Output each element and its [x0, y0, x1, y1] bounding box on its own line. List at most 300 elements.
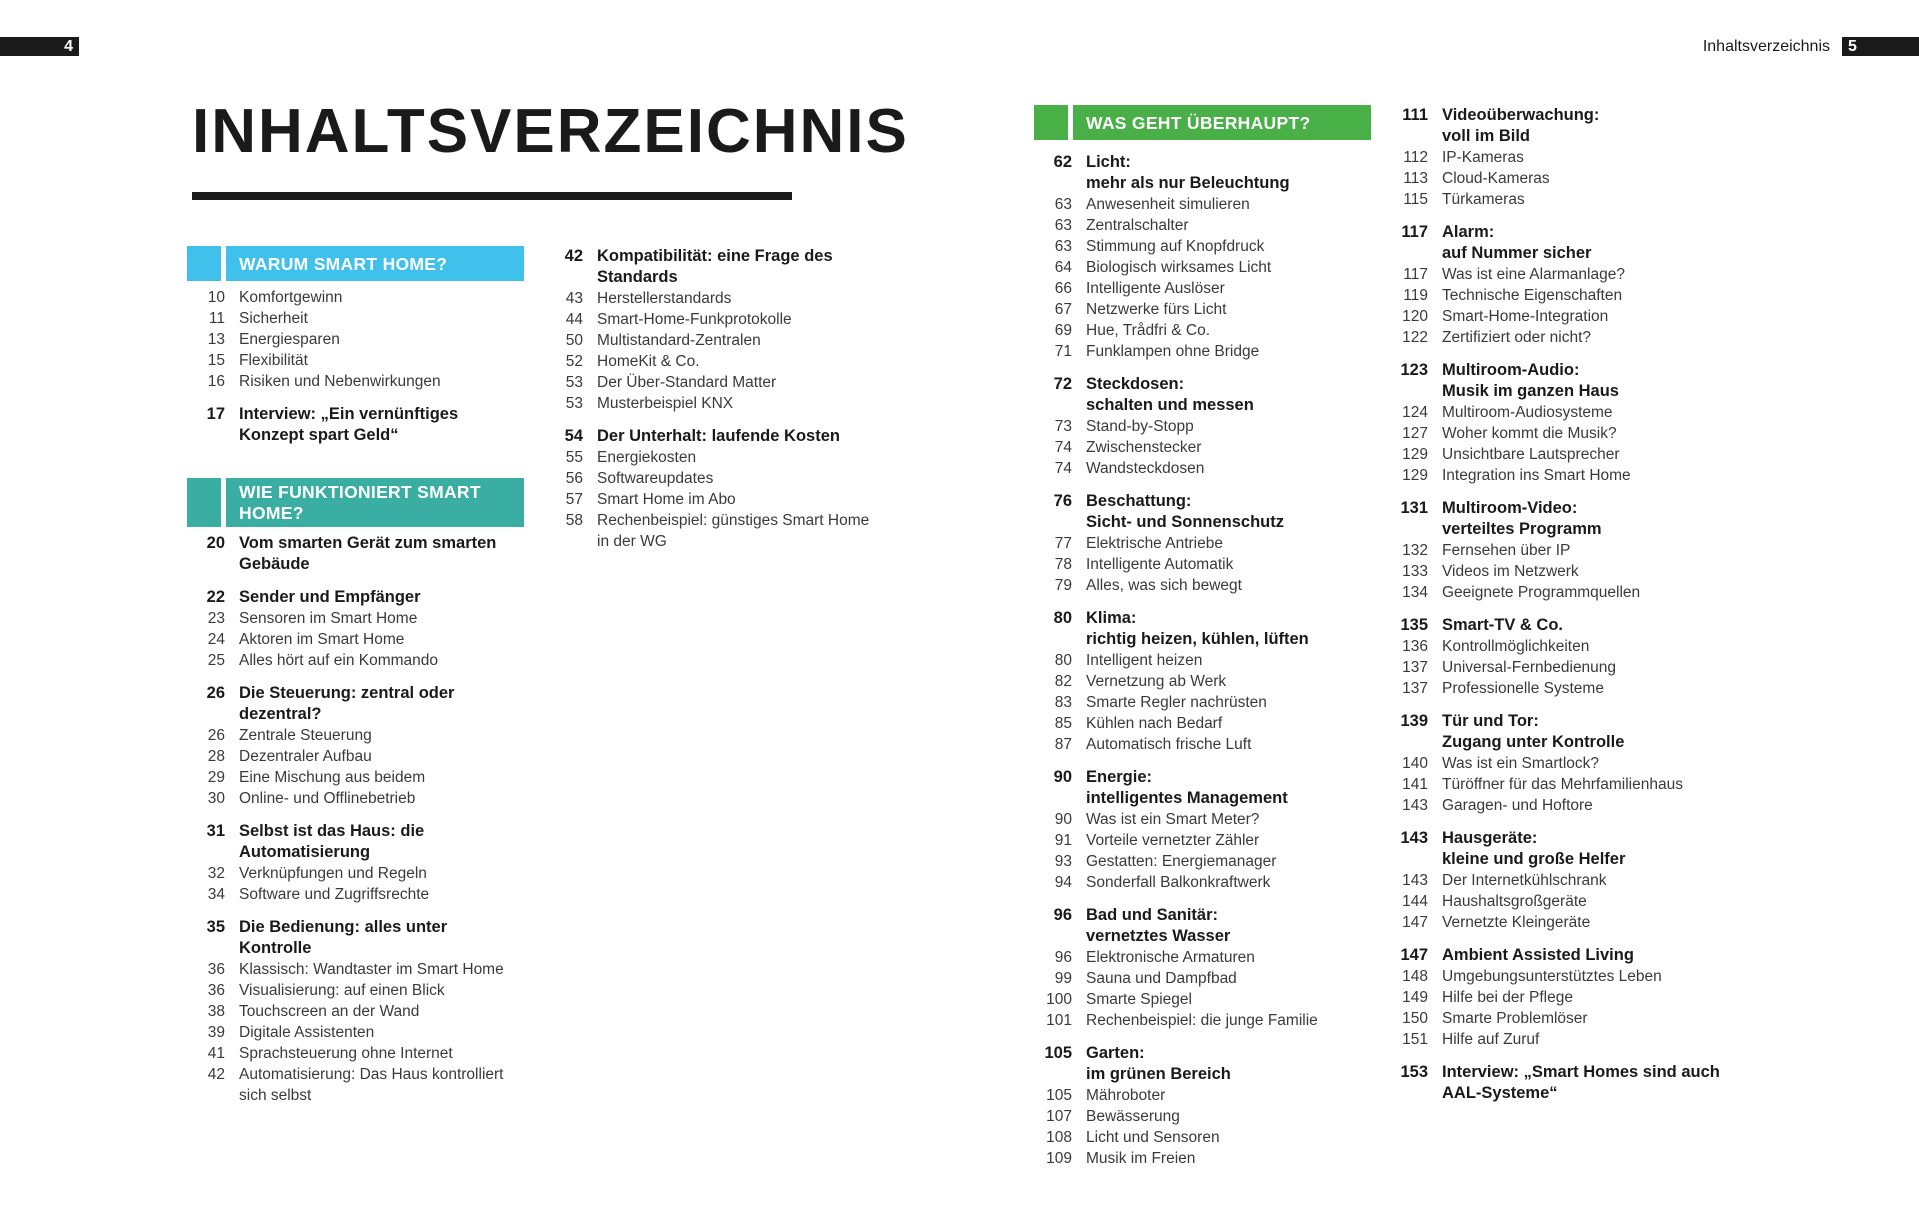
entry-page-number: 64 [1054, 259, 1072, 276]
entry-title: HomeKit & Co. [597, 353, 700, 370]
toc-entry [1390, 891, 1735, 912]
toc-entry [545, 489, 885, 510]
entry-title: Sonderfall Balkonkraftwerk [1086, 874, 1271, 891]
entry-page-number: 101 [1046, 1012, 1072, 1029]
entry-page-number: 36 [207, 982, 225, 999]
entry-title: Türkameras [1442, 191, 1525, 208]
entry-page-number: 79 [1054, 577, 1072, 594]
chapter-page-number: 31 [206, 822, 225, 840]
chapter-heading [187, 587, 524, 608]
entry-page-number: 93 [1054, 853, 1072, 870]
entry-page-number: 66 [1054, 280, 1072, 297]
entry-page-number: 137 [1402, 659, 1428, 676]
entry-page-number: 44 [565, 311, 583, 328]
chapter-title: Smart-TV & Co. [1442, 616, 1564, 634]
toc-section [187, 917, 524, 1106]
chapter-page-number: 90 [1053, 768, 1072, 786]
chapter-page-number: 117 [1401, 223, 1428, 241]
page-number-left-text: 4 [64, 38, 73, 55]
chapter-heading [1390, 498, 1735, 540]
toc-entry [187, 650, 524, 671]
toc-entry [187, 287, 524, 308]
toc-entry [545, 393, 885, 414]
entry-title: Intelligente Automatik [1086, 556, 1234, 573]
entry-title: Videos im Netzwerk [1442, 563, 1579, 580]
chapter-heading [187, 683, 524, 725]
entry-page-number: 52 [565, 353, 583, 370]
entry-page-number: 53 [565, 374, 583, 391]
chapter-page-number: 143 [1400, 829, 1428, 847]
entry-page-number: 73 [1054, 418, 1072, 435]
entry-page-number: 108 [1046, 1129, 1072, 1146]
entry-page-number: 151 [1402, 1031, 1428, 1048]
chapter-page-number: 80 [1053, 609, 1072, 627]
entry-title: Sicherheit [239, 310, 308, 327]
entry-page-number: 55 [565, 449, 583, 466]
entry-title: Smarte Regler nachrüsten [1086, 694, 1267, 711]
toc-entry [1390, 423, 1735, 444]
toc-entry [1390, 870, 1735, 891]
entry-title: Touchscreen an der Wand [239, 1003, 420, 1020]
chapter-heading [1034, 1043, 1371, 1085]
chapter-heading [1034, 905, 1371, 947]
toc-entry [1034, 989, 1371, 1010]
toc-section [1034, 905, 1371, 1031]
toc-entry [187, 884, 524, 905]
toc-entry [1034, 809, 1371, 830]
toc-entry [1390, 168, 1735, 189]
entry-title: IP-Kameras [1442, 149, 1524, 166]
entry-page-number: 41 [207, 1045, 225, 1062]
toc-entry [187, 725, 524, 746]
chapter-heading [1390, 360, 1735, 402]
chapter-heading [545, 246, 885, 288]
chapter-title: Multiroom-Audio: Musik im ganzen Haus [1442, 361, 1619, 400]
toc-entry [187, 1022, 524, 1043]
entry-title: Musterbeispiel KNX [597, 395, 734, 412]
section-banner-was [1034, 105, 1371, 140]
banner-tab [1034, 105, 1068, 140]
entry-title: Woher kommt die Musik? [1442, 425, 1617, 442]
toc-entry [1390, 540, 1735, 561]
toc-entry [1390, 582, 1735, 603]
toc-entry [187, 863, 524, 884]
chapter-heading [1034, 608, 1371, 650]
entry-title: Sensoren im Smart Home [239, 610, 418, 627]
entry-title: Funklampen ohne Bridge [1086, 343, 1260, 360]
entry-title: Online- und Offlinebetrieb [239, 790, 416, 807]
entry-title: Wandsteckdosen [1086, 460, 1205, 477]
entry-page-number: 122 [1402, 329, 1428, 346]
toc-section [545, 426, 885, 552]
entry-page-number: 58 [565, 512, 583, 529]
entry-title: Risiken und Nebenwirkungen [239, 373, 441, 390]
entry-title: Der Internetkühlschrank [1442, 872, 1607, 889]
chapter-page-number: 22 [206, 588, 225, 606]
toc-entry [187, 308, 524, 329]
entry-page-number: 129 [1402, 446, 1428, 463]
section-banner-wie [187, 478, 524, 527]
toc-entry [1390, 678, 1735, 699]
entry-page-number: 74 [1054, 460, 1072, 477]
chapter-title: Videoüberwachung: voll im Bild [1442, 106, 1600, 145]
entry-title: Bewässerung [1086, 1108, 1180, 1125]
entry-title: Smarte Problemlöser [1442, 1010, 1588, 1027]
chapter-page-number: 131 [1400, 499, 1428, 517]
chapter-page-number: 26 [206, 684, 225, 702]
toc-entry [1034, 713, 1371, 734]
toc-entry [1390, 147, 1735, 168]
chapter-title: Multiroom-Video: verteiltes Programm [1442, 499, 1602, 538]
toc-entry [187, 1001, 524, 1022]
chapter-page-number: 105 [1044, 1044, 1072, 1062]
toc-entry [1034, 650, 1371, 671]
toc-entry [187, 1064, 524, 1106]
entry-page-number: 132 [1402, 542, 1428, 559]
toc-section [1034, 152, 1371, 362]
page-number-right [1842, 37, 1919, 56]
entry-title: Kühlen nach Bedarf [1086, 715, 1223, 732]
toc-entry [1390, 189, 1735, 210]
chapter-page-number: 96 [1053, 906, 1072, 924]
chapter-heading [1034, 152, 1371, 194]
entry-title: Unsichtbare Lautsprecher [1442, 446, 1620, 463]
toc-entry [1034, 458, 1371, 479]
entry-title: Rechenbeispiel: günstiges Smart Home in der WG [597, 512, 870, 550]
chapter-title: Die Steuerung: zentral oder dezentral? [239, 684, 455, 723]
chapter-heading [187, 917, 524, 959]
entry-title: Was ist ein Smartlock? [1442, 755, 1600, 772]
chapter-title: Die Bedienung: alles unter Kontrolle [239, 918, 448, 957]
chapter-title: Tür und Tor: Zugang unter Kontrolle [1442, 712, 1625, 751]
toc-list [545, 246, 885, 552]
entry-page-number: 63 [1054, 217, 1072, 234]
chapter-page-number: 153 [1400, 1063, 1428, 1081]
entry-page-number: 94 [1054, 874, 1072, 891]
entry-title: Komfortgewinn [239, 289, 343, 306]
chapter-title: Licht: mehr als nur Beleuchtung [1086, 153, 1290, 192]
entry-page-number: 140 [1402, 755, 1428, 772]
entry-page-number: 120 [1402, 308, 1428, 325]
chapter-title: Alarm: auf Nummer sicher [1442, 223, 1592, 262]
entry-title: Automatisch frische Luft [1086, 736, 1252, 753]
banner-label: WARUM SMART HOME? [226, 246, 524, 281]
entry-title: Flexibilität [239, 352, 308, 369]
toc-entry [1034, 320, 1371, 341]
entry-title: Digitale Assistenten [239, 1024, 375, 1041]
toc-entry [1390, 1029, 1735, 1050]
entry-title: Dezentraler Aufbau [239, 748, 372, 765]
toc-entry [1034, 1127, 1371, 1148]
toc-entry [545, 447, 885, 468]
toc-entry [1034, 575, 1371, 596]
entry-page-number: 25 [207, 652, 225, 669]
entry-page-number: 26 [207, 727, 225, 744]
entry-title: Was ist ein Smart Meter? [1086, 811, 1260, 828]
toc-section [1390, 711, 1735, 816]
chapter-title: Garten: im grünen Bereich [1086, 1044, 1231, 1083]
chapter-page-number: 54 [564, 427, 583, 445]
chapter-page-number: 135 [1400, 616, 1428, 634]
chapter-heading [1034, 767, 1371, 809]
entry-title: Professionelle Systeme [1442, 680, 1604, 697]
toc-section [187, 683, 524, 809]
toc-entry [187, 1043, 524, 1064]
entry-page-number: 56 [565, 470, 583, 487]
entry-title: Technische Eigenschaften [1442, 287, 1623, 304]
entry-title: Smart-Home-Integration [1442, 308, 1609, 325]
entry-title: Zentrale Steuerung [239, 727, 372, 744]
toc-entry [545, 288, 885, 309]
toc-section [1034, 767, 1371, 893]
chapter-heading [187, 404, 524, 446]
entry-title: Hilfe bei der Pflege [1442, 989, 1573, 1006]
entry-title: Smarte Spiegel [1086, 991, 1192, 1008]
toc-section [187, 287, 524, 392]
entry-title: Umgebungsunterstütztes Leben [1442, 968, 1662, 985]
chapter-page-number: 35 [206, 918, 225, 936]
entry-page-number: 69 [1054, 322, 1072, 339]
chapter-page-number: 123 [1400, 361, 1428, 379]
toc-section [1390, 828, 1735, 933]
toc-entry [1034, 341, 1371, 362]
chapter-title: Energie: intelligentes Management [1086, 768, 1288, 807]
toc-entry [1034, 437, 1371, 458]
entry-title: Fernsehen über IP [1442, 542, 1571, 559]
toc-entry [1390, 444, 1735, 465]
entry-page-number: 115 [1403, 191, 1428, 208]
toc-entry [545, 309, 885, 330]
entry-page-number: 113 [1403, 170, 1428, 187]
entry-title: Smart-Home-Funkprotokolle [597, 311, 792, 328]
toc-entry [1390, 912, 1735, 933]
toc-entry [187, 767, 524, 788]
toc-entry [1034, 947, 1371, 968]
entry-title: Biologisch wirksames Licht [1086, 259, 1272, 276]
entry-page-number: 147 [1402, 914, 1428, 931]
toc-section [1034, 374, 1371, 479]
entry-title: Zwischenstecker [1086, 439, 1202, 456]
entry-title: Multistandard-Zentralen [597, 332, 761, 349]
chapter-heading [545, 426, 885, 447]
chapter-heading [1390, 222, 1735, 264]
chapter-heading [1034, 491, 1371, 533]
toc-entry [1390, 636, 1735, 657]
banner-tab [187, 246, 221, 281]
entry-page-number: 83 [1054, 694, 1072, 711]
toc-entry [1390, 966, 1735, 987]
entry-page-number: 74 [1054, 439, 1072, 456]
entry-page-number: 141 [1402, 776, 1428, 793]
section-banner-warum [187, 246, 524, 281]
entry-title: Netzwerke fürs Licht [1086, 301, 1227, 318]
title-rule [192, 192, 792, 200]
toc-entry [1034, 533, 1371, 554]
chapter-heading [1390, 615, 1735, 636]
chapter-title: Klima: richtig heizen, kühlen, lüften [1086, 609, 1309, 648]
toc-section [1034, 1043, 1371, 1169]
entry-page-number: 24 [207, 631, 225, 648]
entry-page-number: 23 [207, 610, 225, 627]
toc-entry [187, 329, 524, 350]
entry-title: Vernetzung ab Werk [1086, 673, 1227, 690]
entry-title: Klassisch: Wandtaster im Smart Home [239, 961, 504, 978]
chapter-page-number: 76 [1053, 492, 1072, 510]
entry-page-number: 13 [207, 331, 225, 348]
toc-entry [1034, 194, 1371, 215]
toc-entry [1390, 987, 1735, 1008]
entry-page-number: 36 [207, 961, 225, 978]
entry-title: Smart Home im Abo [597, 491, 736, 508]
entry-page-number: 134 [1402, 584, 1428, 601]
chapter-title: Der Unterhalt: laufende Kosten [597, 427, 840, 445]
entry-title: Stand-by-Stopp [1086, 418, 1194, 435]
entry-page-number: 133 [1402, 563, 1428, 580]
entry-page-number: 143 [1402, 872, 1428, 889]
entry-page-number: 11 [208, 310, 225, 327]
toc-entry [187, 959, 524, 980]
entry-page-number: 96 [1054, 949, 1072, 966]
entry-title: Aktoren im Smart Home [239, 631, 405, 648]
chapter-title: Beschattung: Sicht- und Sonnenschutz [1086, 492, 1284, 531]
chapter-title: Sender und Empfänger [239, 588, 421, 606]
entry-title: Garagen- und Hoftore [1442, 797, 1593, 814]
entry-page-number: 148 [1402, 968, 1428, 985]
toc-entry [545, 330, 885, 351]
toc-section [1390, 498, 1735, 603]
toc-section [1390, 222, 1735, 348]
toc-section [545, 246, 885, 414]
toc-list [1390, 105, 1735, 1104]
entry-title: Rechenbeispiel: die junge Familie [1086, 1012, 1318, 1029]
entry-title: Der Über-Standard Matter [597, 374, 777, 391]
toc-section [187, 821, 524, 905]
entry-title: Visualisierung: auf einen Blick [239, 982, 445, 999]
toc-entry [1034, 1010, 1371, 1031]
entry-page-number: 91 [1054, 832, 1072, 849]
entry-title: Eine Mischung aus beidem [239, 769, 426, 786]
toc-entry [1390, 402, 1735, 423]
toc-entry [187, 788, 524, 809]
chapter-title: Interview: „Smart Homes sind auch AAL-Systeme“ [1442, 1063, 1720, 1102]
entry-title: Sauna und Dampfbad [1086, 970, 1237, 987]
toc-column-2 [545, 246, 885, 552]
toc-column-4 [1390, 105, 1735, 1104]
toc-entry [1034, 692, 1371, 713]
toc-entry [545, 351, 885, 372]
chapter-page-number: 20 [206, 534, 225, 552]
toc-section [187, 404, 524, 446]
entry-page-number: 57 [565, 491, 583, 508]
entry-title: Kontrollmöglichkeiten [1442, 638, 1590, 655]
entry-title: Energiekosten [597, 449, 697, 466]
toc-entry [187, 608, 524, 629]
chapter-heading [187, 533, 524, 575]
entry-page-number: 117 [1403, 266, 1428, 283]
entry-title: Alles hört auf ein Kommando [239, 652, 439, 669]
entry-title: Intelligente Auslöser [1086, 280, 1225, 297]
toc-section [1034, 608, 1371, 755]
toc-column-1-upper [187, 246, 524, 446]
entry-page-number: 149 [1402, 989, 1428, 1006]
toc-list [187, 533, 524, 1106]
entry-page-number: 124 [1402, 404, 1428, 421]
banner-label: WIE FUNKTIONIERT SMART HOME? [226, 478, 524, 527]
page-title: INHALTSVERZEICHNIS [192, 97, 909, 166]
toc-entry [1034, 671, 1371, 692]
toc-column-3 [1034, 105, 1371, 1169]
chapter-title: Kompatibilität: eine Frage des Standards [597, 247, 833, 286]
toc-entry [1034, 299, 1371, 320]
entry-title: Was ist eine Alarmanlage? [1442, 266, 1625, 283]
toc-entry [1034, 1106, 1371, 1127]
toc-list [1034, 152, 1371, 1169]
entry-page-number: 39 [207, 1024, 225, 1041]
toc-entry [1390, 306, 1735, 327]
chapter-page-number: 17 [206, 405, 225, 423]
entry-page-number: 77 [1054, 535, 1072, 552]
toc-entry [1034, 830, 1371, 851]
entry-page-number: 50 [565, 332, 583, 349]
toc-entry [187, 371, 524, 392]
entry-title: Cloud-Kameras [1442, 170, 1550, 187]
entry-title: Haushaltsgroßgeräte [1442, 893, 1587, 910]
toc-entry [1390, 264, 1735, 285]
chapter-page-number: 42 [564, 247, 583, 265]
entry-title: Universal-Fernbedienung [1442, 659, 1617, 676]
chapter-heading [1034, 374, 1371, 416]
entry-title: Energiesparen [239, 331, 340, 348]
entry-page-number: 127 [1402, 425, 1428, 442]
entry-page-number: 150 [1402, 1010, 1428, 1027]
entry-title: Geeignete Programmquellen [1442, 584, 1641, 601]
entry-page-number: 30 [207, 790, 225, 807]
toc-entry [187, 629, 524, 650]
entry-title: Vorteile vernetzter Zähler [1086, 832, 1260, 849]
entry-title: Integration ins Smart Home [1442, 467, 1631, 484]
entry-page-number: 53 [565, 395, 583, 412]
toc-section [187, 533, 524, 575]
chapter-heading [1390, 711, 1735, 753]
chapter-page-number: 139 [1400, 712, 1428, 730]
entry-page-number: 38 [207, 1003, 225, 1020]
entry-title: Zertifiziert oder nicht? [1442, 329, 1592, 346]
entry-title: Türöffner für das Mehrfamilienhaus [1442, 776, 1683, 793]
chapter-page-number: 72 [1053, 375, 1072, 393]
page-number-right-text: 5 [1848, 38, 1857, 55]
entry-page-number: 136 [1402, 638, 1428, 655]
toc-entry [1034, 968, 1371, 989]
toc-entry [1034, 1085, 1371, 1106]
toc-entry [1390, 795, 1735, 816]
chapter-heading [1390, 105, 1735, 147]
toc-entry [187, 746, 524, 767]
entry-title: Sprachsteuerung ohne Internet [239, 1045, 453, 1062]
toc-entry [545, 372, 885, 393]
chapter-heading [1390, 1062, 1735, 1104]
toc-section [1034, 491, 1371, 596]
running-head: Inhaltsverzeichnis [1702, 38, 1830, 55]
chapter-title: Interview: „Ein vernünftiges Konzept spart Geld“ [239, 405, 459, 444]
entry-page-number: 71 [1054, 343, 1072, 360]
toc-section [1390, 105, 1735, 210]
chapter-title: Steckdosen: schalten und messen [1086, 375, 1254, 414]
entry-title: Elektronische Armaturen [1086, 949, 1255, 966]
entry-title: Anwesenheit simulieren [1086, 196, 1250, 213]
entry-page-number: 63 [1054, 196, 1072, 213]
toc-entry [187, 350, 524, 371]
chapter-page-number: 111 [1402, 106, 1428, 124]
